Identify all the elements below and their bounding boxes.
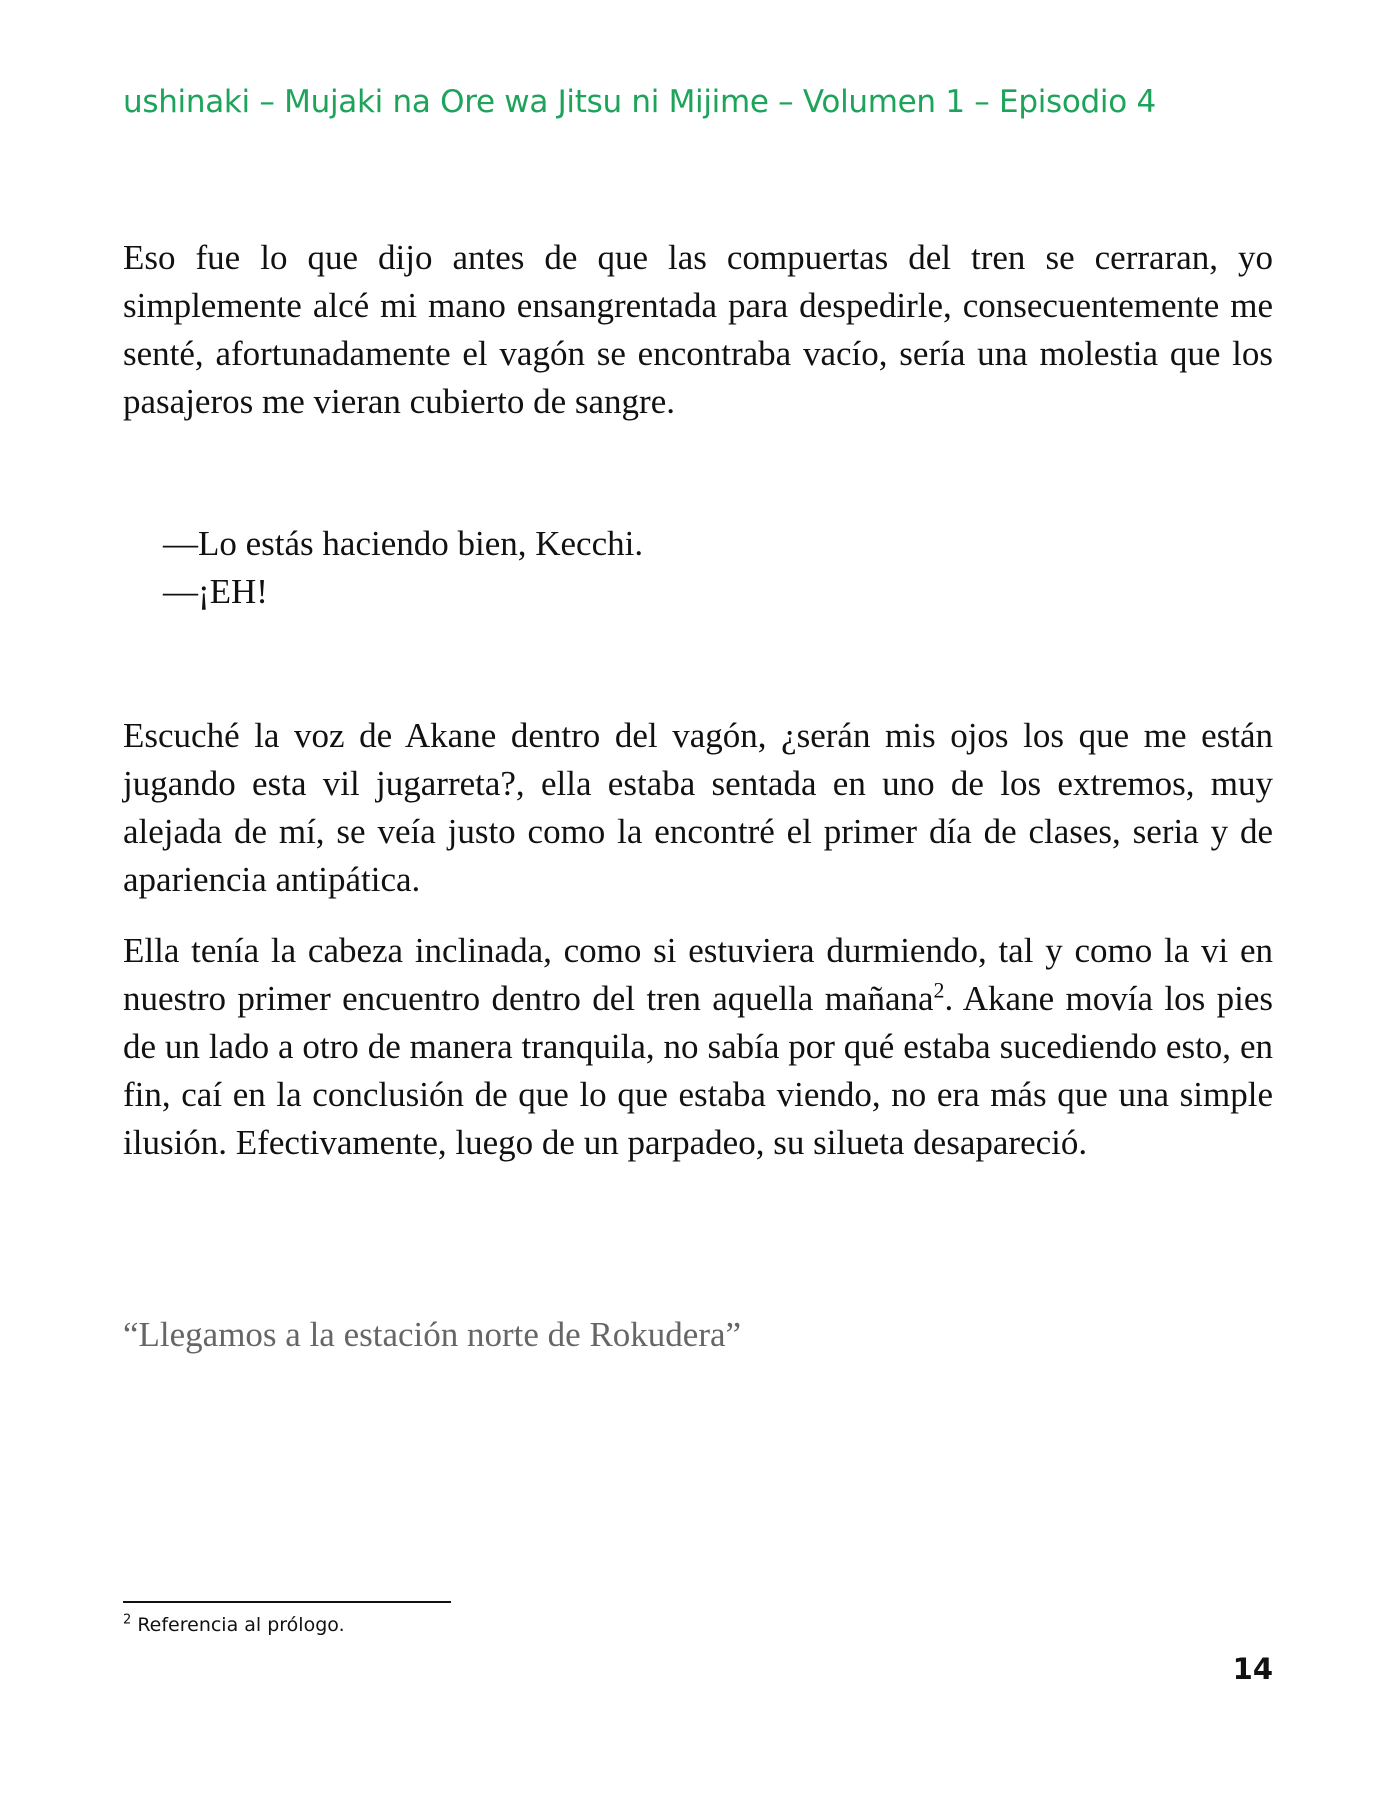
- dialogue-line-2: —¡EH!: [163, 572, 268, 611]
- dialogue-line-1: —Lo estás haciendo bien, Kecchi.: [163, 524, 644, 563]
- paragraph-1: Eso fue lo que dijo antes de que las compuertas del tren se cerraran, yo simplemente alcé mi mano ensangrentada para despedirle, consecuentemente me senté, afortunadamente el vagón se encontraba vacío, sería una molestia que los pasajeros me vieran cubierto de sangre.: [123, 238, 1273, 421]
- train-announcement: “Llegamos a la estación norte de Rokudera”: [123, 1315, 742, 1354]
- footnote-divider: [123, 1601, 451, 1603]
- paragraph-2: Escuché la voz de Akane dentro del vagón, ¿serán mis ojos los que me están jugando esta vil jugarreta?, ella estaba sentada en uno de los extremos, muy alejada de mí, se veía justo como la encontré el primer día de clases, seria y de apariencia antipática.: [123, 716, 1273, 899]
- paragraph-3-part-1: Ella tenía la cabeza inclinada, como si estuviera durmiendo, tal y como la vi en nuestro primer encuentro dentro del tren aquella mañana: [123, 931, 1273, 1018]
- footnote-reference[interactable]: 2: [933, 977, 945, 1003]
- page-number: 14: [1232, 1652, 1273, 1686]
- running-header: ushinaki – Mujaki na Ore wa Jitsu ni Mijime – Volumen 1 – Episodio 4: [123, 84, 1156, 120]
- footnote-text: Referencia al prólogo.: [131, 1614, 345, 1636]
- paragraph-3-part-2: . Akane movía los pies de un lado a otro de manera tranquila, no sabía por qué estaba sucediendo esto, en fin, caí en la conclusión de que lo que estaba viendo, no era más que una simple ilusión. Efectivamente, luego de un parpadeo, su silueta desapareció.: [123, 979, 1273, 1162]
- paragraph-3: [123, 927, 1273, 1167]
- footnote-number: 2: [123, 1612, 132, 1628]
- footnote: [123, 1614, 345, 1636]
